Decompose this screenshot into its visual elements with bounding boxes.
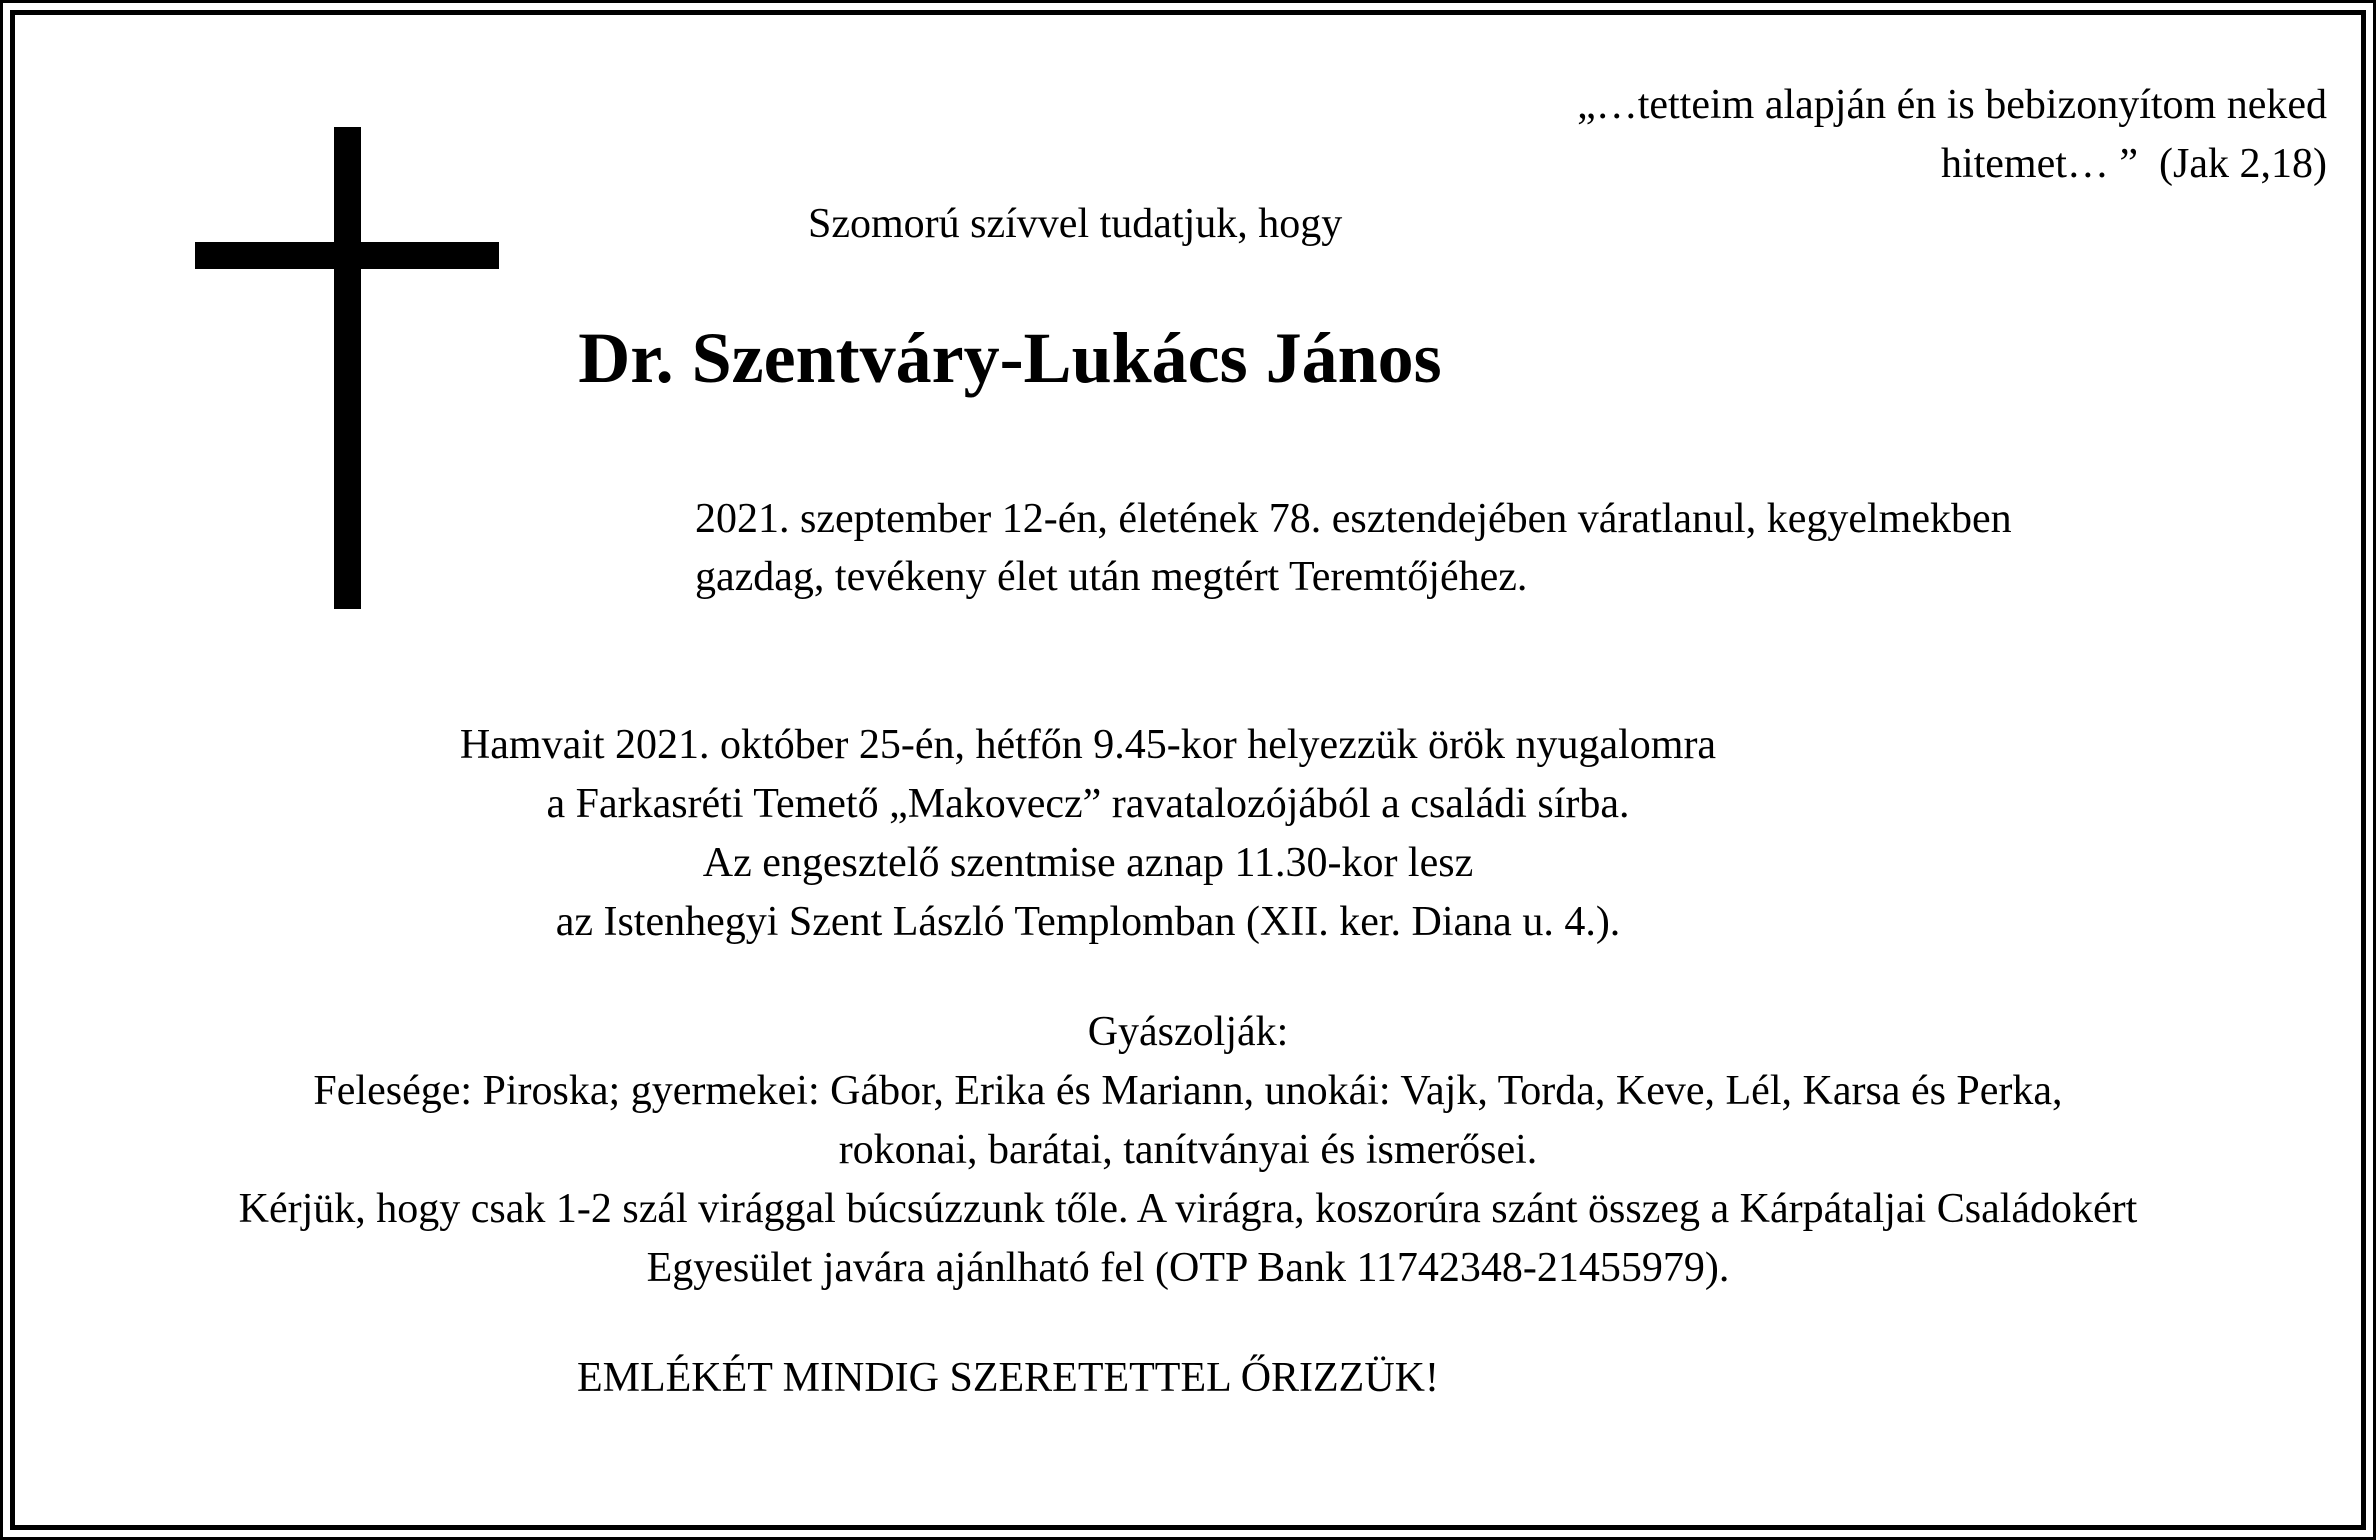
mourners-line-3: Kérjük, hogy csak 1-2 szál virággal búcsúzzunk tőle. A virágra, koszorúra szánt összeg a Kárpátaljai Családokért xyxy=(238,1186,2138,1232)
death-notice-line-1: 2021. szeptember 12-én, életének 78. esztendejében váratlanul, kegyelmekben xyxy=(695,496,2012,542)
mourners-line-4: Egyesület javára ajánlható fel (OTP Bank 11742348-21455979). xyxy=(646,1245,1730,1291)
closing-text: EMLÉKÉT MINDIG SZERETETTEL ŐRIZZÜK! xyxy=(576,1355,1439,1401)
funeral-line-4: az Istenhegyi Szent László Templomban (XII. ker. Diana u. 4.). xyxy=(555,899,1621,945)
cross-horizontal-bar xyxy=(195,242,499,269)
intro-text: Szomorú szívvel tudatjuk, hogy xyxy=(808,201,1343,247)
funeral-line-1: Hamvait 2021. október 25-én, hétfőn 9.45-kor helyezzük örök nyugalomra xyxy=(459,722,1717,768)
funeral-line-2: a Farkasréti Temető „Makovecz” ravatalozójából a családi sírba. xyxy=(546,781,1630,827)
funeral-details xyxy=(0,716,2276,952)
mourners-section xyxy=(0,1003,2376,1298)
closing-line xyxy=(0,1349,2196,1408)
quote-line-2: hitemet… ” (Jak 2,18) xyxy=(1940,141,2327,187)
mourners-line-1: Felesége: Piroska; gyermekei: Gábor, Erika és Mariann, unokái: Vajk, Torda, Keve, Lél, Karsa és Perka, xyxy=(313,1068,2063,1114)
deceased-name: Dr. Szentváry-Lukács János xyxy=(578,318,1442,398)
death-notice xyxy=(695,490,2315,606)
mourners-line-2: rokonai, barátai, tanítványai és ismerősei. xyxy=(838,1127,1538,1173)
quote-line-1: „…tetteim alapján én is bebizonyítom neked xyxy=(1577,82,2327,128)
mourners-heading: Gyászolják: xyxy=(1087,1009,1289,1055)
bible-quote xyxy=(1227,76,2327,194)
death-notice-line-2: gazdag, tevékeny élet után megtért Teremtőjéhez. xyxy=(695,554,1528,600)
funeral-line-3: Az engesztelő szentmise aznap 11.30-kor lesz xyxy=(702,840,1474,886)
